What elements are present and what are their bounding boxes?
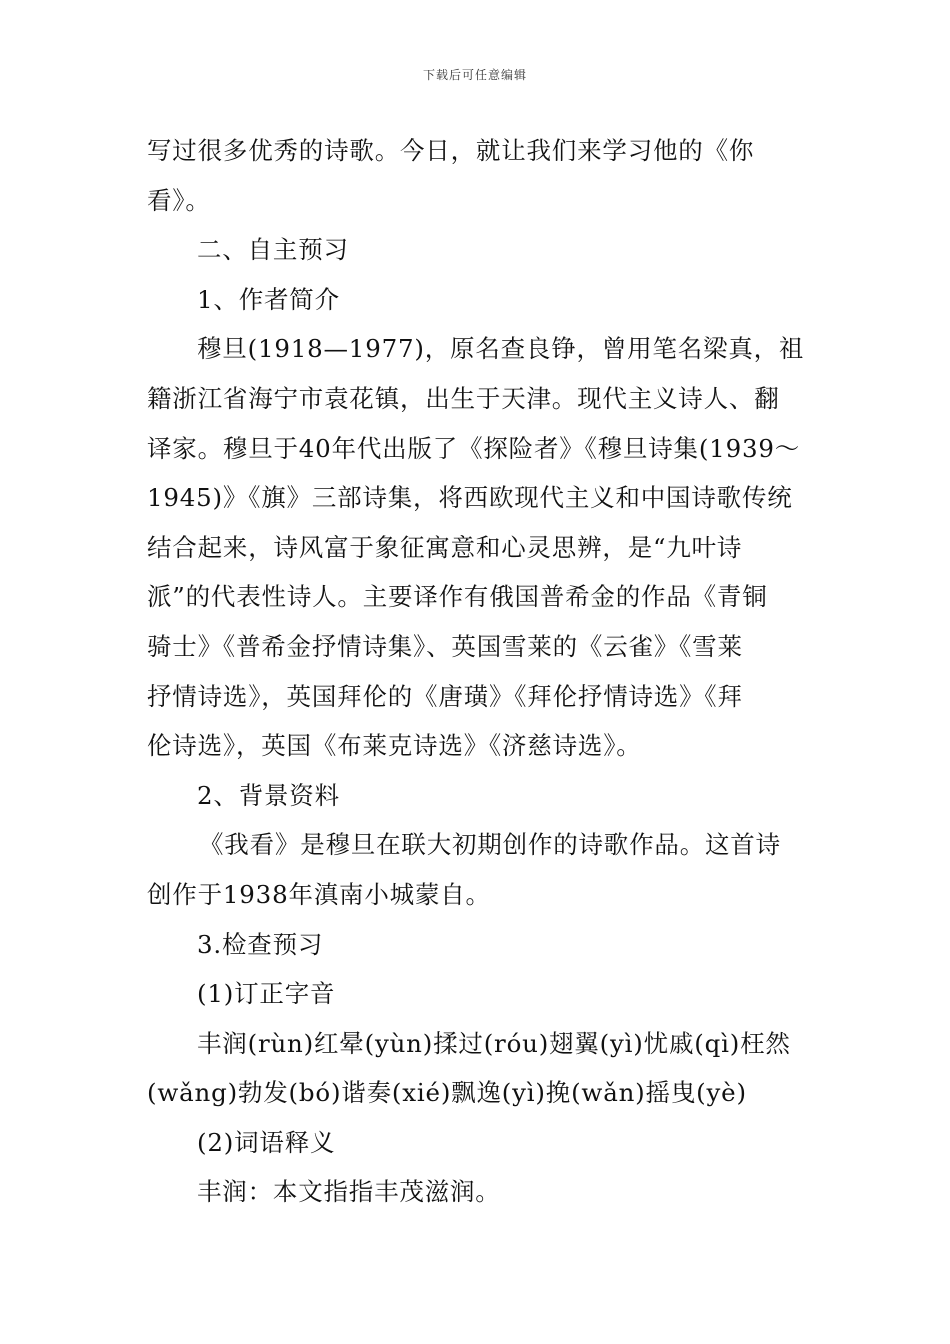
subsection-heading: 3.检查预习: [197, 929, 324, 959]
paragraph-line: 伦诗选》，英国《布莱克诗选》《济慈诗选》。: [147, 731, 642, 761]
paragraph-line: 穆旦(1918—1977)，原名查良铮，曾用笔名梁真，祖: [197, 334, 805, 364]
subsection-heading: (2)词语释义: [197, 1127, 336, 1157]
paragraph-line: 写过很多优秀的诗歌。今日，就让我们来学习他的《你: [147, 136, 755, 165]
paragraph-line: 1945)》《旗》三部诗集，将西欧现代主义和中国诗歌传统: [147, 483, 793, 513]
paragraph-line: 抒情诗选》，英国拜伦的《唐璜》《拜伦抒情诗选》《拜: [147, 681, 743, 711]
page-header: 下载后可任意编辑: [422, 68, 527, 82]
paragraph-line: 丰润(rùn)红晕(yùn)揉过(róu)翅翼(yì)忧戚(qì)枉然: [197, 1028, 791, 1058]
subsection-heading: 1、作者简介: [197, 284, 340, 314]
document-body: [147, 126, 807, 1217]
subsection-heading: (1)订正字音: [197, 979, 336, 1009]
paragraph-line: 译家。穆旦于40年代出版了《探险者》《穆旦诗集(1939～: [147, 433, 801, 463]
paragraph-line: 创作于1938年滇南小城蒙自。: [147, 879, 491, 909]
paragraph-line: 骑士》《普希金抒情诗集》、英国雪莱的《云雀》《雪莱: [147, 631, 743, 661]
paragraph-line: 结合起来，诗风富于象征寓意和心灵思辨，是“九叶诗: [147, 532, 743, 562]
section-heading: 二、自主预习: [197, 235, 349, 265]
subsection-heading: 2、背景资料: [197, 780, 340, 810]
paragraph-line: 丰润：本文指指丰茂滋润。: [197, 1177, 501, 1207]
paragraph-line: 看》。: [147, 185, 211, 215]
paragraph-line: (wǎng)勃发(bó)谐奏(xié)飘逸(yì)挽(wǎn)摇曳(yè): [147, 1078, 747, 1108]
paragraph-line: 《我看》是穆旦在联大初期创作的诗歌作品。这首诗: [199, 830, 781, 860]
paragraph-line: 派”的代表性诗人。主要译作有俄国普希金的作品《青铜: [147, 582, 768, 612]
paragraph-line: 籍浙江省海宁市袁花镇，出生于天津。现代主义诗人、翻: [147, 383, 780, 413]
